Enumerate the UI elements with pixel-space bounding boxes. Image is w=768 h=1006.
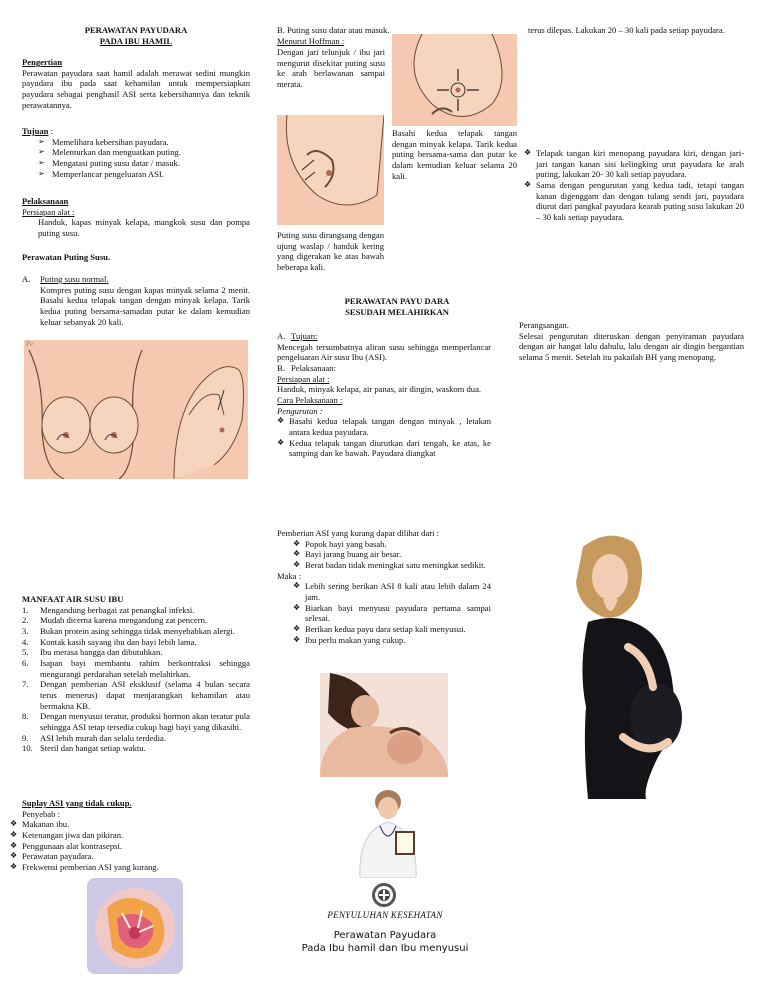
manfaat-list xyxy=(22,605,250,754)
list-item: ❖ Frekwensi pemberian ASI yang kurang. xyxy=(10,862,250,873)
list-item: 6. Isapan bayi membantu rahim berkontraksi sehingga mengurangi perdarahan setelah melahirkan. xyxy=(22,657,250,679)
list-item: 4. Kontak kasih sayang ibu dan bayi lebih lama. xyxy=(22,636,197,647)
hoffman-illustration xyxy=(392,34,517,126)
health-seal-icon xyxy=(371,882,397,908)
puting-heading: Perawatan Puting Susu. xyxy=(22,252,111,262)
sesudah-section: A. Tujuan: Mencegah tersumbatnya aliran susu sehingga memperlancar pengeluaran Air susu Ibu (ASI). B. Pelaksanaan: Persiapan alat : Handuk, minyak kelapa, air panas, air dingin, waskom dua. Cara Pelaksanaan : Pengurutan : ❖ Basahi kedua telapak tangan dengan minyak , letakan antara kedua payudara. ❖ Kedua telapak tangan diurutkan dari tengah, ke atas, ke samping dan ke bawah. Payudara diangkat xyxy=(277,331,491,459)
list-item: 8. Dengan menyusui teratur, produksi hormon akan teratur pula sehingga ASI tetap tersedia cukup bagi bayi yang dikasihi. xyxy=(22,711,250,732)
list-item: 10. Steril dan hangat setiap waktu. xyxy=(22,743,146,754)
pengurutan-list xyxy=(277,416,491,459)
nipple-stimulation-illustration xyxy=(277,115,384,225)
list-item: 7. Dengan pemberian ASI eksklusif (selama 4 bulan secara terus menerus) dapat menjarangkan kehamilan atau bermakna KB. xyxy=(22,679,250,711)
suplay-section: Suplay ASI yang tidak cukup. Penyebab : ❖ Makanan ibu. ❖ Ketenangan jiwa dan pikiran. ❖ Penggunaan alat kontrasepsi. ❖ Perawatan payudara. ❖ Frekwensi pemberian ASI yang kurang. xyxy=(10,798,250,873)
list-item: ❖ Berat badan tidak meningkat satu meningkat sedikit. xyxy=(293,560,491,571)
breastfeeding-photo xyxy=(320,673,448,777)
tujuan-list xyxy=(36,137,250,180)
brand-label: PENYULUHAN KESEHATAN xyxy=(327,910,443,920)
perangsangan-section: Perangsangan. Selesai pengurutan diteruskan dengan penyiraman payudara dengan air hangat lalu dahulu, lalu dengan air dingin bergantian selama 5 menit. Setelah itu pakailah BH yang menopang. xyxy=(519,320,744,362)
maka-list xyxy=(293,581,491,645)
doctor-photo xyxy=(340,786,436,878)
basahi-caption: Basahi kedua telapak tangan dengan minyak kelapa. Tarik kedua puting bersama-sama dan putar ke dalam kemudian keluar selama 20 kali. xyxy=(392,128,517,181)
col3-massage-list xyxy=(524,148,744,223)
breast-massage-illustration: Pe xyxy=(24,340,248,479)
pelaksanaan-section: Pelaksanaan Persiapan alat : Handuk, kapas minyak kelapa, mangkok susu dan pompa puting susu. xyxy=(22,196,250,238)
list-item: ❖ Berikan kedua payu dara setiap kali menyusui. xyxy=(293,624,491,635)
list-item: ➢ Mengatasi puting susu datar / masuk. xyxy=(36,158,250,169)
col2-b-heading: B. Puting susu datar atau masuk. Menurut Hoffman : xyxy=(277,25,390,46)
list-item: ❖ Basahi kedua telapak tangan dengan minyak , letakan antara kedua payudara. xyxy=(277,416,491,437)
tujuan-section: Tujuan : ➢ Memelihara kebersihan payudara. ➢ Melenturkan dan menguatkan puting. ➢ Mengatasi puting susu datar / masuk. ➢ Memperlancar pengeluaran ASI. xyxy=(22,126,250,179)
pemberian-list xyxy=(293,539,491,571)
list-item: ❖ Ketenangan jiwa dan pikiran. xyxy=(10,830,250,841)
list-item: ❖ Popok bayi yang basah. xyxy=(293,539,491,550)
list-item: ❖ Makanan ibu. xyxy=(10,819,250,830)
list-item: 5. Ibu merasa bangga dan dibutuhkan. xyxy=(22,647,163,658)
list-item: 3. Bukan protein asing sehingga tidak menyebabkan alergi. xyxy=(22,625,235,636)
col1-title: PERAWATAN PAYUDARA PADA IBU HAMIL xyxy=(84,25,188,46)
list-item: ❖ Biarkan bayi menyusu payudara pertama sampai selesai. xyxy=(293,603,491,624)
pregnant-woman-photo xyxy=(528,527,734,799)
list-item: ➢ Memperlancar pengeluaran ASI. xyxy=(36,169,250,180)
list-item: 2. Mudah dicerna karena mengandung zat pencern. xyxy=(22,615,208,626)
list-item: 1. Mengandung berbagai zat penangkal infeksi. xyxy=(22,604,195,615)
pemberian-section: Pemberian ASI yang kurang dapat dilihat dari : ❖ Popok bayi yang basah. ❖ Bayi jarang buang air besar. ❖ Berat badan tidak meningkat satu meningkat sedikit. Maka : ❖ Lebih sering berikan ASI 8 kali atau lebih dalam 24 jam. ❖ Biarkan bayi menyusu payudara pertama sampai selesai. ❖ Berikan kedua payu dara setiap kali menyusui. ❖ Ibu perlu makan yang cukup. xyxy=(277,528,491,645)
list-item: ➢ Melenturkan dan menguatkan puting. xyxy=(36,147,250,158)
breast-anatomy-image xyxy=(87,878,183,974)
list-item: ❖ Telapak tangan kiri menopang payudara kiri, dengan jari-jari tangan kanan sisi kelingking urut payudara ke arah puting, lakukan 20- 30 kali setiap payudara. xyxy=(524,148,744,180)
cover-subtitle: Perawatan Payudara Pada Ibu hamil dan Ibu menyusui xyxy=(301,930,469,954)
list-item: ❖ Perawatan payudara. xyxy=(10,851,250,862)
list-item: ❖ Penggunaan alat kontrasepsi. xyxy=(10,841,250,852)
pengertian-section: Pengertian Perawatan payudara saat hamil adalah merawat sedini mungkin payudara ibu pada saat kehamilan untuk mempersiapkan payudara sebagai penghasil ASI serta kebersihannya dan teknik perawatannya. xyxy=(22,57,250,110)
hoffman-text: Dengan jari telunjuk / ibu jari mengurut disekitar puting susu ke arah berlawanan sampai merata. xyxy=(277,47,385,89)
col2-title: PERAWATAN PAYU DARA SESUDAH MELAHIRKAN xyxy=(344,296,450,317)
list-item: ❖ Kedua telapak tangan diurutkan dari tengah, ke atas, ke samping dan ke bawah. Payudara diangkat xyxy=(277,438,491,459)
list-item: ➢ Memelihara kebersihan payudara. xyxy=(36,137,250,148)
list-item: ❖ Lebih sering berikan ASI 8 kali atau lebih dalam 24 jam. xyxy=(293,581,491,602)
rangsang-caption: Puting susu dirangsang dengan ujung waslap / handuk kering yang digerakan ke atas bawah beberapa kali. xyxy=(277,230,384,272)
list-item: ❖ Sama dengan pengurutan yang kedua tadi, tetapi tangan kanan digenggam dan dengan tulang sendi jari, payudara diurut dari pangkal payudara kearah puting susu lakukan 20 – 30 kali setiap payudara. xyxy=(524,180,744,223)
penyebab-list xyxy=(10,819,250,872)
list-item: ❖ Ibu perlu makan yang cukup. xyxy=(293,635,491,646)
list-item: ❖ Bayi jarang buang air besar. xyxy=(293,549,491,560)
col3-continuation: terus dilepas. Lakukan 20 – 30 kali pada setiap payudara. xyxy=(528,25,725,35)
manfaat-section: MANFAAT AIR SUSU IBU 1. Mengandung berbagai zat penangkal infeksi. 2. Mudah dicerna karena mengandung zat pencern. 3. Bukan protein asing sehingga tidak menyebabkan alergi. 4. Kontak kasih sayang ibu dan bayi lebih lama. 5. Ibu merasa bangga dan dibutuhkan. 6. Isapan bayi membantu rahim berkontraksi sehingga mengurangi perdarahan setelah melahirkan. 7. Dengan pemberian ASI eksklusif (selama 4 bulan secara terus menerus) dapat menjarangkan kehamilan atau bermakna KB. 8. Dengan menyusui teratur, produksi hormon akan teratur pula sehingga ASI tetap tersedia cukup bagi bayi yang dikasihi. 9. ASI lebih murah dan selalu terdedia. 10. Steril dan hangat setiap waktu. xyxy=(22,594,250,754)
list-item: 9. ASI lebih murah dan selalu terdedia. xyxy=(22,732,167,743)
puting-normal-section: A. Puting susu normal. Kompres puting susu dengan kapas minyak selama 2 menit. Basahi kedua telapak tangan dengan minyak kelapa. Tarik kedua puting bersama-samadan putar ke dalam kemudian keluar sebanyak 20 kali. xyxy=(22,274,250,327)
